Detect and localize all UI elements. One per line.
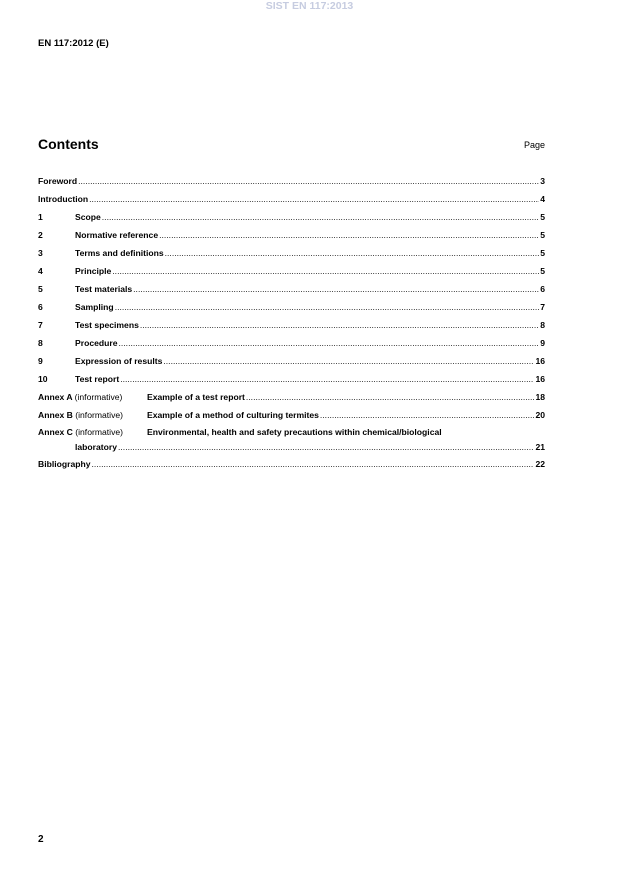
toc-entry-expression-of-results[interactable] — [38, 352, 545, 370]
annex-label: Annex C — [38, 427, 73, 437]
toc-entry-title: Test specimens — [75, 320, 139, 330]
toc-entry-title: Terms and definitions — [75, 248, 164, 258]
document-id: EN 117:2012 (E) — [38, 38, 109, 49]
page-number: 2 — [38, 834, 44, 845]
toc-entry-page: 3 — [540, 176, 545, 186]
toc-entry-page: 5 — [540, 248, 545, 258]
toc-entry-number: 9 — [38, 356, 43, 366]
toc-entry-foreword[interactable] — [38, 172, 545, 190]
annex-label: Annex B — [38, 410, 73, 420]
toc-entry-page: 21 — [535, 442, 545, 452]
annex-prefix — [38, 406, 147, 424]
annex-prefix — [38, 424, 147, 440]
dot-leader — [320, 406, 535, 424]
annex-label: Annex A — [38, 392, 73, 402]
dot-leader — [163, 352, 534, 370]
toc-entry-test-materials[interactable] — [38, 280, 545, 298]
toc-entry-page: 22 — [535, 459, 545, 469]
toc-entry-title: Foreword — [38, 176, 78, 186]
toc-entry-terms-and-definitions[interactable] — [38, 244, 545, 262]
toc-entry-procedure[interactable] — [38, 334, 545, 352]
toc-entry-page: 20 — [535, 410, 545, 420]
toc-entry-title: Environmental, health and safety precautions within chemical/biological — [147, 427, 442, 437]
dot-leader — [159, 226, 539, 244]
toc-entry-page: 18 — [535, 392, 545, 402]
page-column-label: Page — [523, 140, 545, 150]
toc-entry-number: 2 — [38, 230, 43, 240]
toc-entry-scope[interactable] — [38, 208, 545, 226]
toc-entry-title-continued: laboratory — [75, 442, 118, 452]
toc-entry-title: Scope — [75, 212, 101, 222]
annex-qualifier: (informative) — [75, 427, 124, 437]
toc-entry-page: 5 — [540, 212, 545, 222]
toc-entry-title: Principle — [75, 266, 112, 276]
toc-entry-page: 4 — [540, 194, 545, 204]
toc-entry-number: 10 — [38, 374, 48, 384]
toc-entry-title: Test report — [75, 374, 120, 384]
toc-entry-title: Example of a method of culturing termites — [147, 410, 319, 420]
toc-entry-title: Introduction — [38, 194, 89, 204]
dot-leader — [89, 190, 539, 208]
toc-entry-line — [38, 440, 545, 455]
dot-leader — [140, 316, 539, 334]
page-title: Contents — [38, 136, 99, 152]
dot-leader — [246, 388, 535, 406]
toc-entry-page: 7 — [540, 302, 545, 312]
toc-entry-annex-a[interactable] — [38, 388, 545, 406]
toc-entry-page: 5 — [540, 230, 545, 240]
toc-entry-title: Test materials — [75, 284, 133, 294]
toc-entry-bibliography[interactable] — [38, 455, 545, 473]
dot-leader — [119, 334, 540, 352]
toc-entry-title: Example of a test report — [147, 392, 245, 402]
toc-entry-line — [38, 424, 545, 440]
annex-prefix — [38, 388, 147, 406]
toc-entry-title: Sampling — [75, 302, 114, 312]
watermark: SIST EN 117:2013 — [265, 0, 354, 12]
toc-entry-principle[interactable] — [38, 262, 545, 280]
toc-entry-title: Procedure — [75, 338, 118, 348]
toc-entry-title: Expression of results — [75, 356, 163, 366]
toc-entry-test-specimens[interactable] — [38, 316, 545, 334]
toc-entry-number: 3 — [38, 248, 43, 258]
toc-entry-annex-c[interactable] — [38, 424, 545, 455]
dot-leader — [92, 455, 535, 473]
toc-entry-page: 5 — [540, 266, 545, 276]
toc-entry-number: 1 — [38, 212, 43, 222]
toc-entry-number: 5 — [38, 284, 43, 294]
dot-leader — [115, 298, 540, 316]
dot-leader — [133, 280, 539, 298]
toc-entry-title: Bibliography — [38, 459, 91, 469]
dot-leader — [112, 262, 539, 280]
dot-leader — [165, 244, 540, 262]
dot-leader — [102, 208, 539, 226]
annex-qualifier: (informative) — [74, 392, 123, 402]
toc-entry-number: 8 — [38, 338, 43, 348]
dot-leader — [120, 370, 534, 388]
toc-entry-introduction[interactable] — [38, 190, 545, 208]
table-of-contents — [38, 172, 545, 473]
toc-entry-number: 4 — [38, 266, 43, 276]
toc-entry-test-report[interactable] — [38, 370, 545, 388]
toc-entry-number: 6 — [38, 302, 43, 312]
toc-entry-page: 16 — [535, 356, 545, 366]
toc-entry-title: Normative reference — [75, 230, 159, 240]
toc-entry-normative-reference[interactable] — [38, 226, 545, 244]
toc-entry-number: 7 — [38, 320, 43, 330]
toc-entry-annex-b[interactable] — [38, 406, 545, 424]
dot-leader — [78, 172, 539, 190]
toc-entry-sampling[interactable] — [38, 298, 545, 316]
toc-entry-page: 9 — [540, 338, 545, 348]
toc-entry-page: 16 — [535, 374, 545, 384]
toc-entry-page: 6 — [540, 284, 545, 294]
toc-entry-page: 8 — [540, 320, 545, 330]
dot-leader — [118, 440, 534, 455]
annex-qualifier: (informative) — [75, 410, 124, 420]
